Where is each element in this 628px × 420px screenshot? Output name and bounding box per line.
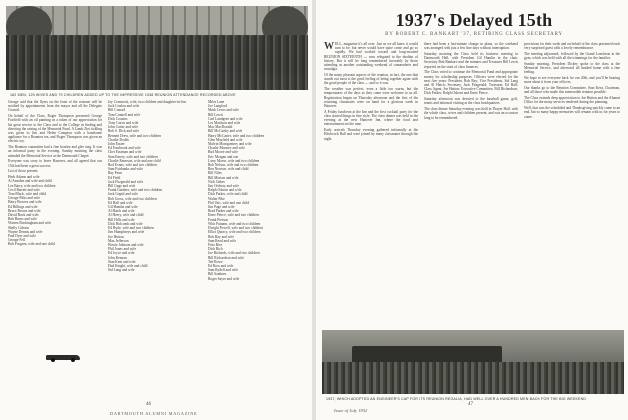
attendee-list-item: Ray Fenn (108, 171, 122, 176)
attendee-list-item: Eric Morgan and son (208, 154, 239, 159)
attendee-list-item: Mark Lewis and wife (208, 108, 239, 113)
attendee-list-item: Jim Page and wife (208, 205, 235, 210)
car-illustration (46, 352, 80, 362)
body-paragraph: The meeting adjourned, followed by the Grand Luncheon at the gym, which was held with all the trimmings for the families. (524, 52, 620, 61)
issue-date: Issue of July 1952 (334, 408, 368, 413)
attendee-list-item: Gil Hamlin and wife (108, 205, 138, 210)
attendee-list-item: Cecil Barrett and wife (8, 187, 40, 192)
attendee-list-item: Sid Lang and wife (108, 268, 135, 273)
attendee-list-item: Ed Billings and wife (8, 204, 38, 209)
body-paragraph: The Class voted to continue the Memorial Fund and appropriate money for scholarship purposes. Officers were elected for the next five years: President, Bob Ray; Vice Presidents, Sid Lang and Al Hatch; Secretary, Jack Fitzgerald; Treasurer, Ed Hall; Class Agent, Joe Hutton; Executive Committee, Bill Richardson, Dick Parker, Ralph Osborn and Ernie Pierce. (424, 70, 518, 96)
body-paragraph: Early arrivals Thursday evening gathered informally at the Hitchcock Ball and were joined by many classmates through the night. (324, 128, 418, 141)
attendee-list-item: Charlie Emerson, wife and one child (108, 158, 161, 163)
attendee-list-item: Sam Read and wife (208, 238, 237, 243)
attendee-list-item: Harry McCarter, wife and two children (208, 133, 265, 138)
attendee-list-item: Bill Gage and wife (108, 184, 136, 189)
attendee-list-item: Lee Barry, wife and two children (8, 183, 56, 188)
body-paragraph: A Friday luncheon at the Inn and the first cocktail party for the class started things in fine style. The class dinner was held in the evening at the new Hanover Inn, where the food and entertainment set the tone. (324, 109, 418, 127)
attendee-list-item: Bill Morton and wife (208, 175, 239, 180)
attendee-list-item: John Cutter and wife (108, 125, 139, 130)
magazine-name: DARTMOUTH ALUMNI MAGAZINE (110, 411, 198, 416)
photo-caption-right: 1937, WHICH ADOPTED AN ENGINEER'S CAP FOR ITS REUNION REGALIA, HAD WELL OVER A HUNDRED MEN BACK FOR THE BIG WEEKEND (326, 397, 587, 401)
body-paragraph: Well, that was the scheduled and Thanksgiving quickly came to an end, but so many happy memories will remain with us for years to come. (524, 106, 620, 119)
attendee-list-item: Joe Hutton (108, 234, 124, 239)
left-column-3 (208, 100, 304, 384)
attendee-list-item: Phil Jones and wife (108, 247, 137, 252)
attendee-list-item: Dud Knight, wife and child (108, 263, 148, 268)
attendee-list-item: Ed Joyce and wife (108, 251, 135, 256)
reunion-train-photo (322, 330, 624, 394)
attendee-list-item: Ed Hyde, wife and two children (108, 226, 154, 231)
attendee-list-item: Glen Maxfield and wife (208, 137, 243, 142)
attendee-list-item: Tony Curtis and wife (108, 121, 139, 126)
right-page (316, 0, 628, 420)
attendee-list-item: Bob Gross, wife and two children (108, 196, 157, 201)
body-paragraph: The class dinner Saturday evening was held in Thayer Hall, with the whole class, wives and children present, and was an occasion long to be remembered. (424, 107, 518, 120)
attendee-list-item: Al Heery, wife and child (108, 213, 144, 218)
left-column-2 (108, 100, 202, 384)
attendee-list-item: Dwight Powell, wife and two children (208, 226, 263, 231)
attendee-list-item: Nick Oakes (208, 179, 225, 184)
attendee-list-item: Bob Fosgren, wife and one child (8, 242, 55, 247)
attendee-list-item: Ed Ross and wife (208, 263, 234, 268)
left-page (0, 0, 312, 420)
body-paragraph: Everyone was sorry to leave Hanover, and all agreed that our 15th had been a great success. (8, 159, 102, 168)
attendee-list-item: Rod Evans, wife and two children (108, 163, 157, 168)
attendee-list-item: Howie Johnson and wife (108, 242, 144, 247)
attendee-list-item: Bill Hills and wife (108, 217, 135, 222)
body-paragraph: The weather was perfect, even a little too warm, but the temperatures of the days as they came were welcome to us all. Registration began on Thursday afternoon and the first of the returning classmates were on hand for a glorious week in Hanover. (324, 87, 418, 109)
attendee-list-item: Ed Field (108, 175, 121, 180)
attendee-list-item: Phil Otis, wife and one child (208, 200, 250, 205)
attendee-list-item: Charlie Mooney and wife (208, 146, 245, 151)
attendee-list-item: Mac MacDonald (208, 125, 233, 130)
attendee-list-item: Stan Emery, wife and two children (108, 154, 158, 159)
attendee-list-item: Shelly Coburn (8, 225, 29, 230)
body-paragraph: The Class extends deep appreciation to Joe Hutton and the Alumni Office for the many services rendered during the planning. (524, 96, 620, 105)
attendee-list-item: Charlie Dodds (108, 137, 129, 142)
drop-cap: W (324, 42, 334, 52)
attendee-list-item: Elliot Quincy, wife and two children (208, 230, 261, 235)
attendee-list-item: Bill McCarthy and wife (208, 129, 243, 134)
attendee-list-item: Malvin Montgomery and wife (208, 142, 252, 147)
attendee-list-item: John Easter (108, 142, 125, 147)
attendee-list-item: Roger Sayer and wife (208, 276, 240, 281)
attendee-list-item: Ed Eastbrook and wife (108, 146, 141, 151)
attendee-list-item: Bill Conrad (108, 108, 125, 113)
attendee-list-item: Bill Niles (208, 171, 222, 176)
attendee-list-item: Dick Parker, wife and child (208, 192, 248, 197)
attendee-list-item: Bob Burns and wife (8, 217, 37, 222)
article-byline: BY ROBERT C. BANKART '37, RETIRING CLASS SECRETARY (385, 32, 563, 37)
body-paragraph: List of those present: (8, 169, 39, 174)
attendee-list-item: Herb Adams and wife (8, 175, 40, 180)
attendee-list-item: Whit Putnam, wife and two children (208, 221, 261, 226)
reunion-group-photo (6, 6, 308, 90)
attendee-list-item: Ted Rowe (208, 259, 223, 264)
attendee-list-item: Tom Connell and wife (108, 112, 141, 117)
article-headline: 1937's Delayed 15th (395, 10, 553, 30)
attendee-list-item: Jim Ordway and wife (208, 184, 240, 189)
right-column-1 (324, 42, 418, 324)
attendee-list-item: Al Hatch and wife (108, 209, 135, 214)
attendee-list-item: Frank Gardner, wife and two children (108, 188, 163, 193)
attendee-list-item: Ben Newton, wife and child (208, 167, 249, 172)
body-paragraph: On behalf of the Class, Roger Thompson presented George Fairfield with an oil painting as a token of our appreciation for his great service to the Class and to the College in finding and directing the raising of the Memorial Fund. A Lamb Ziet tickling was given to Jim and Helen Compton with a handsome appliance for a Reunion tea, and Roger Thompson was given an electric toy. (8, 114, 102, 144)
attendee-list-item: Stan Kent and wife (108, 259, 136, 264)
body-paragraph: Sunday morning, President Dickey spoke to the class at the Memorial Service, and afterward all headed home with a fine feeling. (524, 62, 620, 75)
attendee-list-item: Bruce Brown and wife (8, 208, 41, 213)
attendee-list-item: Sam Fairbanks and wife (108, 167, 143, 172)
attendee-list-item: George Fell (8, 238, 26, 243)
body-paragraph: Our thanks go to the Reunion Committee, Stan Kent, Chairman, and all those who made this memorable reunion possible. (524, 86, 620, 95)
body-paragraph: George said that the flyers on the front of the rostrum will be notified by appointments from the mayor and all the Delegate Council. (8, 100, 102, 113)
attendee-list-item: Fritz Rice (208, 242, 223, 247)
page-number: 46 (146, 402, 151, 407)
attendee-list-item: Jack Guptil and wife (108, 192, 138, 197)
attendee-list-item: Max Jefferson (108, 238, 129, 243)
attendee-list-item: Bob Nelson, wife and two children (208, 163, 259, 168)
attendee-list-item: Larry Morse, wife and two children (208, 158, 260, 163)
attendee-list-item: Warren Buckingham and wife (8, 221, 52, 226)
attendee-list-item: John Keenan (108, 255, 127, 260)
body-paragraph: ELL, magazine it's all over. Just as we all knew it would turn to be, but never would have quite come and go so rapidly. We had worked toward and long-awaited REUNION SIXTEENTH — now relegated to the dustbin of history. But it will be long remembered favorably by those attending as another outstanding weekend of camaraderie and nostalgia. (324, 42, 418, 72)
left-column-1 (8, 100, 102, 304)
attendee-list-item: Jack Conlon and wife (108, 104, 140, 109)
attendee-list-item: Ed Hall and wife (108, 200, 133, 205)
attendee-list-item: David Buck and wife (8, 213, 39, 218)
attendee-list-item: George Bliss and wife (8, 196, 40, 201)
attendee-list-item: Paul Dyer and wife (8, 234, 36, 239)
attendee-list-item: Ralph Osborn and wife (208, 188, 242, 193)
attendee-list-item: Dick Rich (208, 247, 223, 252)
attendee-list-item: Joe Langford (208, 104, 228, 109)
body-paragraph: Of the many pleasant aspects of the reunion, in fact, the one that stands out most is the good feeling of being together again with the good people of the class — and so it was. (324, 73, 418, 86)
attendee-list-item: Harry Bowers and wife (8, 200, 42, 205)
attendee-list-item: Bud Moore and wife (208, 150, 238, 155)
body-paragraph: We hope to see everyone back for our 20th, and you'll be hearing more about it from your officers. (524, 76, 620, 85)
page-number-right: 47 (468, 402, 473, 407)
attendee-list-item: Jack Fitzgerald and wife (108, 179, 144, 184)
attendee-list-item: Frank Pierson (208, 217, 229, 222)
attendee-list-item: Dick Cousins (108, 116, 128, 121)
attendee-list-item: Miles Lane (208, 100, 225, 104)
attendee-list-item: Sam Rydell and wife (208, 268, 239, 273)
attendee-list-item: Dick Holcomb and wife (108, 221, 143, 226)
right-column-3 (524, 42, 620, 324)
attendee-list-item: Chet Eastman and wife (108, 150, 142, 155)
attendee-list-item: Bill Sanborn (208, 272, 227, 277)
photo-caption: 162 MEN, 125 WIVES AND 79 CHILDREN ADDED UP TO THE IMPRESSIVE 1938 REUNION ATTENDANCE RECORDED ABOVE (10, 93, 236, 97)
attendee-list-item: Carl Lundgren and wife (208, 116, 243, 121)
attendee-list-item: Bill Lewis (208, 112, 224, 117)
right-column-2 (424, 42, 518, 324)
attendee-list-item: Jim Humphreys and wife (108, 230, 145, 235)
body-paragraph: The Reunion committee had a fine bonfire and glee sing. It was an informal party in the evening. Sunday morning the class attended the Memorial Service at the Dartmouth Chapel. (8, 145, 102, 158)
attendee-list-item: Ernie Pierce, wife and two children (208, 213, 259, 218)
attendee-list-item: Bill Richardson and wife (208, 255, 245, 260)
attendee-list-item: Jay Comstock, wife, two children and daughter-in-law (108, 100, 187, 104)
body-paragraph: there had been a last-minute change in plans, so the weekend was arranged with just a few fine days without interruption. (424, 42, 518, 51)
attendee-list-item: Bob Ray and wife (208, 234, 235, 239)
attendee-list-item: Brad Parker and wife (208, 209, 239, 214)
body-paragraph: provisions for their week and on behalf of the class presented each very surprised guest with a lovely remembrance. (524, 42, 620, 51)
attendee-list-item: Les Mattison and wife (208, 121, 241, 126)
attendee-list-item: Walter Pike (208, 196, 225, 201)
attendee-list-item: Bob S. Dick and wife (108, 129, 140, 134)
attendee-list-item: Al Amsden and wife and child (8, 179, 52, 184)
attendee-list-item: Bennett Drew, wife and two children (108, 133, 162, 138)
body-paragraph: Saturday morning the Class held its business meeting in Dartmouth Hall, with President Gil Hamlin in the chair. Secretary Bob Bankart read the minutes and Treasurer Bill Lewis reported on the state of class finances. (424, 52, 518, 69)
attendee-list-item: Tom Black, wife and child (8, 192, 47, 197)
attendee-list-item: Joe Richards, wife and two children (208, 251, 260, 256)
body-paragraph: Saturday afternoon was devoted to the baseball game, golf, tennis and informal visiting at the class headquarters. (424, 97, 518, 106)
attendee-list-item: Wayne Dennis and wife (8, 229, 43, 234)
